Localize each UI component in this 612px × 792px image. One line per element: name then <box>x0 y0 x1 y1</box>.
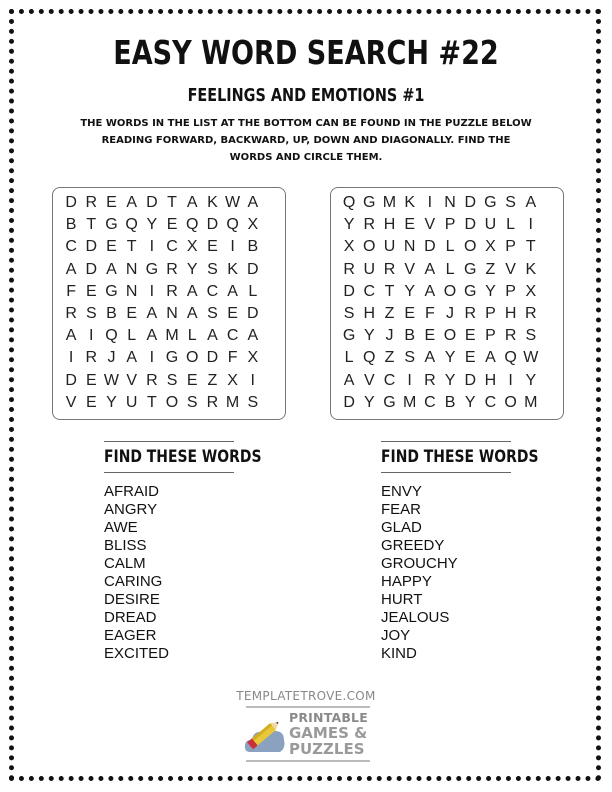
grid-letter: U <box>484 216 497 234</box>
grid-letter: Y <box>363 327 375 345</box>
word-list-item: EAGER <box>104 627 157 644</box>
grid-letter: R <box>85 349 98 367</box>
grid-letter: P <box>505 282 516 300</box>
grid-letter: I <box>427 194 433 211</box>
brand-divider-bottom <box>246 760 370 762</box>
grid-letter: D <box>85 260 98 278</box>
grid-letter: E <box>404 216 415 234</box>
grid-letter: R <box>464 304 476 322</box>
grid-letter: C <box>424 393 436 411</box>
grid-letter: A <box>186 304 198 322</box>
grid-letter: R <box>383 260 396 278</box>
grid-letter: A <box>126 194 137 211</box>
word-list-heading-right <box>381 441 539 473</box>
grid-letter: T <box>126 238 137 256</box>
grid-letter: W <box>225 194 241 211</box>
grid-letter: A <box>247 327 259 345</box>
word-list-item: HURT <box>381 591 423 608</box>
word-list-item: CARING <box>104 573 163 590</box>
pencil-cloud-logo-icon <box>244 712 286 758</box>
grid-letter: E <box>404 304 415 322</box>
grid-letter: D <box>343 282 355 300</box>
grid-letter: I <box>528 216 533 234</box>
grid-letter: B <box>106 304 117 322</box>
grid-letter: S <box>505 194 516 211</box>
grid-letter: R <box>85 194 98 211</box>
grid-letter: C <box>206 282 219 300</box>
puzzle-grid-left <box>52 187 286 420</box>
grid-letter: G <box>165 349 179 367</box>
grid-letter: K <box>227 260 238 278</box>
word-list-item: JEALOUS <box>381 609 450 626</box>
grid-letter: N <box>125 282 138 300</box>
grid-letter: D <box>65 194 77 211</box>
grid-letter: M <box>402 393 417 411</box>
grid-letter: L <box>506 216 516 234</box>
grid-letter: R <box>525 304 537 322</box>
grid-letter: E <box>207 238 218 256</box>
grid-letter: E <box>186 371 198 389</box>
grid-letter: S <box>85 304 97 322</box>
grid-letter: Z <box>207 371 218 389</box>
grid-letter: A <box>186 194 198 211</box>
brand-wordmark <box>289 710 379 757</box>
grid-letter: A <box>146 304 158 322</box>
grid-letter: W <box>103 371 120 389</box>
grid-letter: X <box>343 238 355 256</box>
word-list-item: FEAR <box>381 501 422 518</box>
grid-letter: M <box>165 327 179 345</box>
grid-letter: S <box>166 371 178 389</box>
grid-letter: H <box>484 371 497 389</box>
brand-url: TEMPLATETROVE.COM <box>236 689 376 703</box>
grid-letter: Y <box>186 260 198 278</box>
grid-letter: H <box>383 216 396 234</box>
grid-letter: O <box>463 238 477 256</box>
grid-letter: E <box>85 282 97 300</box>
grid-letter: T <box>525 238 536 256</box>
grid-letter: G <box>383 393 396 411</box>
grid-letter: R <box>424 371 436 389</box>
grid-letter: B <box>444 393 456 411</box>
grid-letter: E <box>106 194 117 211</box>
letter-grid-left <box>61 192 263 414</box>
grid-letter: A <box>227 282 238 300</box>
grid-letter: F <box>66 282 76 300</box>
word-list-item: ANGRY <box>104 501 158 518</box>
grid-letter: A <box>485 349 496 367</box>
grid-letter: P <box>485 304 496 322</box>
grid-letter: G <box>463 260 477 278</box>
word-list-heading-left <box>104 441 262 473</box>
word-list-item: DESIRE <box>104 591 160 608</box>
grid-letter: C <box>226 327 239 345</box>
instructions: THE WORDS IN THE LIST AT THE BOTTOM CAN BE FOUND IN THE PUZZLE BELOW READING FORWARD, BACKWARD, UP, DOWN AND DIAGONALLY. FIND THE WORDS AND CIRCLE THEM. <box>80 118 532 163</box>
grid-letter: D <box>464 216 476 234</box>
word-list-item: ENVY <box>381 483 422 500</box>
grid-letter: G <box>105 216 118 234</box>
grid-letter: R <box>166 260 178 278</box>
grid-letter: A <box>343 371 355 389</box>
grid-letter: D <box>85 238 98 256</box>
grid-letter: E <box>227 304 238 322</box>
grid-letter: D <box>424 238 436 256</box>
grid-letter: K <box>404 194 415 211</box>
grid-letter: T <box>384 282 395 300</box>
grid-letter: U <box>363 260 376 278</box>
grid-letter: R <box>343 260 355 278</box>
grid-letter: V <box>65 393 77 411</box>
grid-letter: G <box>463 282 477 300</box>
brand-line-2: GAMES & <box>289 724 368 742</box>
grid-letter: T <box>86 216 97 234</box>
word-list-item: BLISS <box>104 537 147 554</box>
grid-letter: O <box>504 393 517 411</box>
grid-letter: L <box>344 349 354 367</box>
grid-letter: N <box>403 238 416 256</box>
word-list-item: HAPPY <box>381 573 432 590</box>
grid-letter: F <box>424 304 435 322</box>
grid-letter: D <box>464 194 476 211</box>
grid-letter: N <box>125 260 138 278</box>
word-list-item: JOY <box>381 627 411 644</box>
grid-letter: W <box>523 349 539 367</box>
word-list-item: KIND <box>381 645 417 662</box>
grid-letter: A <box>146 327 158 345</box>
grid-letter: I <box>508 371 513 389</box>
grid-letter: V <box>505 260 516 278</box>
grid-letter: O <box>443 282 457 300</box>
grid-letter: D <box>206 216 219 234</box>
grid-letter: X <box>247 216 259 234</box>
grid-letter: Z <box>485 260 496 278</box>
grid-letter: M <box>225 393 240 411</box>
grid-letter: R <box>206 393 219 411</box>
grid-letter: D <box>247 260 259 278</box>
word-list-item: DREAD <box>104 609 157 626</box>
brand-line-1: PRINTABLE <box>289 710 368 725</box>
grid-letter: B <box>404 327 415 345</box>
grid-letter: N <box>444 194 456 211</box>
grid-letter: R <box>146 371 158 389</box>
grid-letter: U <box>383 238 396 256</box>
grid-letter: X <box>525 282 537 300</box>
word-list-right <box>381 483 458 663</box>
grid-letter: C <box>166 238 178 256</box>
word-list-item: AWE <box>104 519 138 536</box>
letter-grid-right <box>339 192 541 414</box>
grid-letter: A <box>65 260 77 278</box>
grid-letter: R <box>65 304 77 322</box>
grid-letter: C <box>383 371 396 389</box>
grid-letter: P <box>485 327 496 345</box>
grid-letter: H <box>363 304 376 322</box>
grid-letter: P <box>505 238 516 256</box>
grid-letter: L <box>445 238 455 256</box>
grid-letter: M <box>524 393 538 411</box>
brand-line-3: PUZZLES <box>289 740 365 758</box>
grid-letter: Z <box>384 349 395 367</box>
grid-letter: M <box>382 194 397 211</box>
grid-letter: O <box>165 393 179 411</box>
grid-letter: T <box>167 194 177 211</box>
grid-letter: S <box>247 393 259 411</box>
grid-letter: F <box>227 349 238 367</box>
grid-letter: A <box>106 260 117 278</box>
grid-letter: Q <box>125 216 138 234</box>
grid-letter: I <box>230 238 235 256</box>
grid-letter: A <box>424 349 436 367</box>
word-list-left <box>104 483 169 663</box>
word-list-item: GROUCHY <box>381 555 458 572</box>
grid-letter: I <box>250 371 255 389</box>
grid-letter: I <box>149 282 155 300</box>
grid-letter: D <box>65 371 77 389</box>
grid-letter: H <box>504 304 517 322</box>
grid-letter: Q <box>105 327 118 345</box>
grid-letter: L <box>248 282 258 300</box>
grid-letter: J <box>446 304 455 322</box>
grid-letter: O <box>363 238 376 256</box>
word-list-heading-left-text: FIND THESE WORDS <box>104 447 262 467</box>
page-subtitle: FEELINGS AND EMOTIONS #1 <box>187 85 425 106</box>
grid-letter: A <box>207 327 218 345</box>
grid-letter: X <box>485 238 496 256</box>
grid-letter: A <box>525 194 537 211</box>
grid-letter: N <box>166 304 178 322</box>
grid-letter: C <box>484 393 497 411</box>
puzzle-grid-right <box>330 187 564 420</box>
grid-letter: Y <box>444 349 456 367</box>
word-list-item: CALM <box>104 555 146 572</box>
grid-letter: D <box>206 349 219 367</box>
grid-letter: A <box>424 282 436 300</box>
grid-letter: Z <box>384 304 395 322</box>
grid-letter: D <box>464 371 476 389</box>
grid-letter: E <box>106 238 117 256</box>
grid-letter: E <box>464 349 476 367</box>
grid-letter: X <box>227 371 238 389</box>
grid-letter: S <box>186 393 198 411</box>
grid-letter: T <box>146 393 157 411</box>
grid-letter: G <box>484 194 497 211</box>
grid-letter: L <box>187 327 197 345</box>
grid-letter: Y <box>106 393 117 411</box>
brand-divider-top <box>246 706 370 708</box>
grid-letter: C <box>65 238 77 256</box>
grid-letter: I <box>89 327 94 345</box>
grid-letter: Q <box>342 194 356 211</box>
grid-letter: S <box>343 304 355 322</box>
grid-letter: Y <box>343 216 355 234</box>
grid-letter: Q <box>185 216 199 234</box>
grid-letter: E <box>85 371 97 389</box>
grid-letter: E <box>424 327 436 345</box>
grid-letter: D <box>247 304 259 322</box>
grid-letter: U <box>125 393 138 411</box>
grid-letter: G <box>105 282 118 300</box>
grid-letter: I <box>68 349 74 367</box>
grid-letter: V <box>424 216 436 234</box>
grid-letter: A <box>65 327 77 345</box>
grid-letter: Q <box>226 216 239 234</box>
grid-letter: O <box>185 349 199 367</box>
grid-letter: A <box>424 260 436 278</box>
grid-letter: V <box>363 371 375 389</box>
grid-letter: E <box>166 216 178 234</box>
grid-letter: L <box>127 327 137 345</box>
grid-letter: Q <box>504 349 517 367</box>
grid-letter: G <box>342 327 356 345</box>
grid-letter: A <box>186 282 198 300</box>
grid-letter: S <box>404 349 415 367</box>
grid-letter: Y <box>444 371 456 389</box>
word-list-item: GREEDY <box>381 537 445 554</box>
grid-letter: J <box>385 327 394 345</box>
grid-letter: S <box>525 327 537 345</box>
grid-letter: L <box>445 260 455 278</box>
grid-letter: E <box>85 393 97 411</box>
grid-letter: R <box>166 282 178 300</box>
grid-letter: D <box>146 194 158 211</box>
grid-letter: J <box>107 349 116 367</box>
grid-letter: O <box>443 327 457 345</box>
grid-letter: V <box>404 260 415 278</box>
word-list-item: EXCITED <box>104 645 170 662</box>
grid-letter: Y <box>363 393 375 411</box>
grid-letter: E <box>126 304 137 322</box>
grid-letter: X <box>247 349 259 367</box>
grid-letter: Y <box>525 371 537 389</box>
grid-letter: E <box>464 327 476 345</box>
word-list-heading-right-text: FIND THESE WORDS <box>381 447 539 467</box>
grid-letter: R <box>504 327 517 345</box>
grid-letter: I <box>407 371 412 389</box>
grid-letter: Y <box>485 282 496 300</box>
grid-letter: Y <box>146 216 158 234</box>
grid-letter: Q <box>363 349 376 367</box>
page-title: EASY WORD SEARCH #22 <box>113 33 499 72</box>
grid-letter: Y <box>464 393 476 411</box>
grid-letter: I <box>149 349 155 367</box>
grid-letter: G <box>145 260 159 278</box>
word-list-item: AFRAID <box>104 483 160 500</box>
grid-letter: D <box>343 393 355 411</box>
grid-letter: G <box>363 194 376 211</box>
grid-letter: V <box>126 371 137 389</box>
grid-letter: B <box>247 238 259 256</box>
grid-letter: P <box>444 216 456 234</box>
grid-letter: K <box>525 260 537 278</box>
grid-letter: S <box>207 304 218 322</box>
grid-letter: S <box>207 260 218 278</box>
grid-letter: Y <box>404 282 415 300</box>
word-list-item: GLAD <box>381 519 422 536</box>
grid-letter: C <box>363 282 376 300</box>
grid-letter: R <box>363 216 376 234</box>
grid-letter: I <box>149 238 155 256</box>
grid-letter: X <box>186 238 198 256</box>
grid-letter: A <box>126 349 137 367</box>
grid-letter: B <box>65 216 77 234</box>
grid-letter: K <box>207 194 218 211</box>
grid-letter: A <box>247 194 259 211</box>
